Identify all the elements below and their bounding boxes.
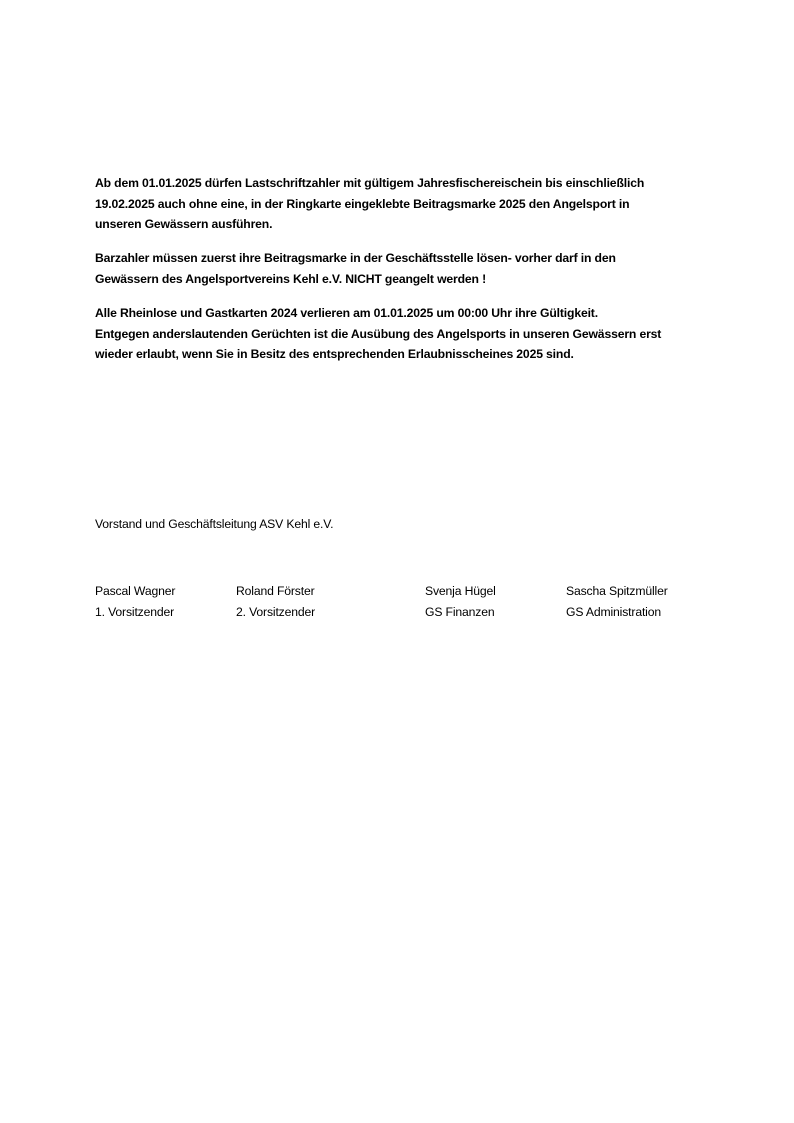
notice-paragraph-cash-payers [95,248,715,289]
signatory-name: Roland Förster [236,584,315,598]
paragraph-line: Gewässern des Angelsportvereins Kehl e.V. NICHT geangelt werden ! [95,271,486,286]
paragraph-line: Ab dem 01.01.2025 dürfen Lastschriftzahler mit gültigem Jahresfischereischein bis einschließlich [95,176,645,190]
signatory-role: 2. Vorsitzender [236,604,316,619]
signatory-1 [95,581,175,622]
paragraph-line: unseren Gewässern ausführen. [95,217,273,231]
closing-line: Vorstand und Geschäftsleitung ASV Kehl e.V. [95,517,334,531]
paragraph-line: wieder erlaubt, wenn Sie in Besitz des entsprechenden Erlaubnisscheines 2025 sind. [95,347,574,361]
paragraph-line: Barzahler müssen zuerst ihre Beitragsmarke in der Geschäftsstelle lösen- vorher darf in den [95,251,616,265]
signatory-name: Sascha Spitzmüller [566,584,668,598]
paragraph-line: Alle Rheinlose und Gastkarten 2024 verlieren am 01.01.2025 um 00:00 Uhr ihre Gültigkeit. [95,306,598,320]
signatory-name: Svenja Hügel [425,584,496,598]
notice-paragraph-direct-debit [95,173,715,235]
signatory-name: Pascal Wagner [95,584,176,598]
signatory-2 [236,581,315,622]
signatory-3 [425,581,496,622]
notice-paragraph-validity [95,303,715,365]
signatory-role: 1. Vorsitzender [95,604,175,619]
paragraph-line: 19.02.2025 auch ohne eine, in der Ringkarte eingeklebte Beitragsmarke 2025 den Angelsport in [95,196,630,211]
paragraph-line: Entgegen anderslautenden Gerüchten ist die Ausübung des Angelsports in unseren Gewässern erst [95,326,662,341]
signatory-role: GS Finanzen [425,604,495,619]
signatory-4 [566,581,668,622]
signatory-role: GS Administration [566,604,661,619]
